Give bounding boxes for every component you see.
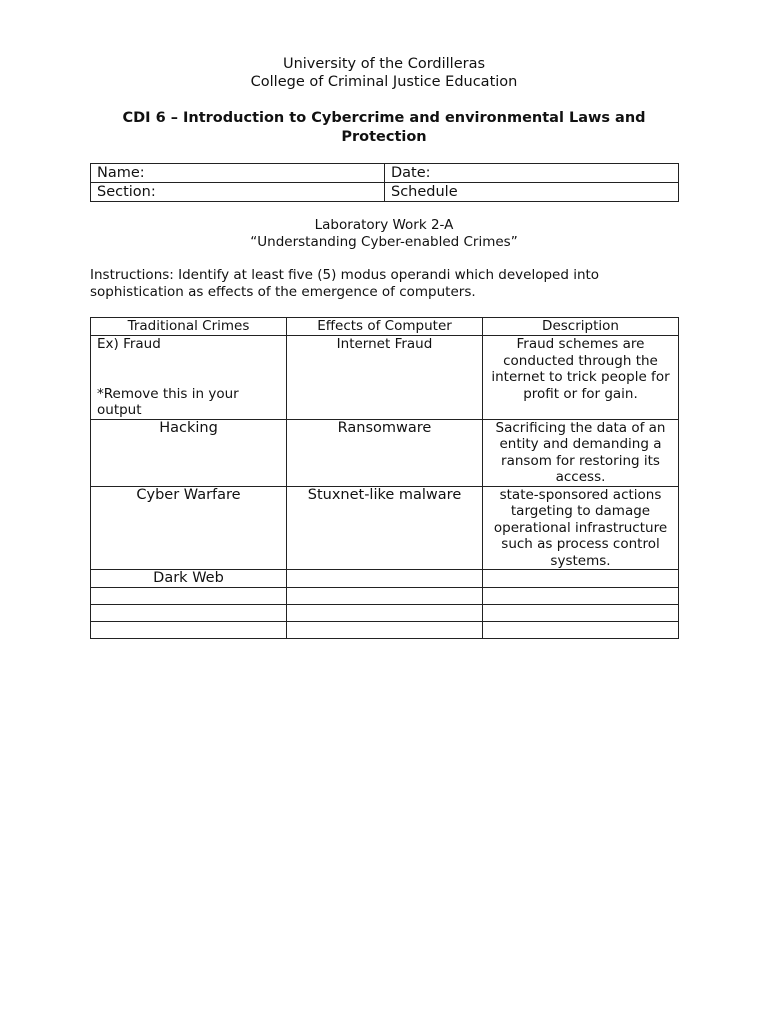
example-effect[interactable]: Internet Fraud	[287, 336, 483, 420]
empty-cell[interactable]	[287, 605, 483, 622]
example-crime-cell[interactable]	[91, 336, 287, 420]
table-row	[91, 419, 679, 486]
student-info-table	[90, 163, 679, 202]
description-cell[interactable]: state-sponsored actions targeting to damage operational infrastructure such as process control systems.	[483, 486, 679, 570]
description-cell[interactable]: Sacrificing the data of an entity and demanding a ransom for restoring its access.	[483, 419, 679, 486]
lab-heading	[0, 217, 768, 251]
effect-cell[interactable]	[287, 570, 483, 588]
lab-title: “Understanding Cyber-enabled Crimes”	[250, 234, 518, 250]
crime-cell[interactable]: Cyber Warfare	[91, 486, 287, 570]
empty-cell[interactable]	[91, 588, 287, 605]
table-row	[91, 336, 679, 420]
effect-cell[interactable]: Ransomware	[287, 419, 483, 486]
description-cell[interactable]	[483, 570, 679, 588]
example-description[interactable]: Fraud schemes are conducted through the internet to trick people for profit or for gain.	[483, 336, 679, 420]
empty-cell[interactable]	[287, 588, 483, 605]
example-crime: Ex) Fraud	[97, 336, 161, 352]
university-name: University of the Cordilleras	[282, 56, 486, 72]
table-row-empty	[91, 622, 679, 639]
table-header-row	[91, 318, 679, 336]
section-field[interactable]: Section:	[91, 183, 385, 202]
table-row	[91, 570, 679, 588]
college-name: College of Criminal Justice Education	[250, 74, 518, 90]
table-row-empty	[91, 588, 679, 605]
crime-cell[interactable]: Dark Web	[91, 570, 287, 588]
empty-cell[interactable]	[483, 622, 679, 639]
crimes-table	[90, 317, 679, 639]
empty-cell[interactable]	[483, 605, 679, 622]
instructions-text: Instructions: Identify at least five (5) modus operandi which developed into sophistication as effects of the emergence of computers.	[90, 267, 600, 300]
date-field[interactable]: Date:	[385, 164, 679, 183]
header-description: Description	[483, 318, 679, 336]
document-header	[0, 55, 768, 91]
empty-cell[interactable]	[287, 622, 483, 639]
header-traditional-crimes: Traditional Crimes	[91, 318, 287, 336]
schedule-field[interactable]: Schedule	[385, 183, 679, 202]
empty-cell[interactable]	[483, 588, 679, 605]
table-row-empty	[91, 605, 679, 622]
effect-cell[interactable]: Stuxnet-like malware	[287, 486, 483, 570]
header-effects-of-computer: Effects of Computer	[287, 318, 483, 336]
crime-cell[interactable]: Hacking	[91, 419, 287, 486]
course-title: CDI 6 – Introduction to Cybercrime and environmental Laws and Protection	[122, 110, 646, 145]
name-field[interactable]: Name:	[91, 164, 385, 183]
empty-cell[interactable]	[91, 622, 287, 639]
example-note: *Remove this in your output	[97, 385, 239, 418]
table-row	[91, 486, 679, 570]
empty-cell[interactable]	[91, 605, 287, 622]
lab-number: Laboratory Work 2-A	[314, 217, 454, 233]
